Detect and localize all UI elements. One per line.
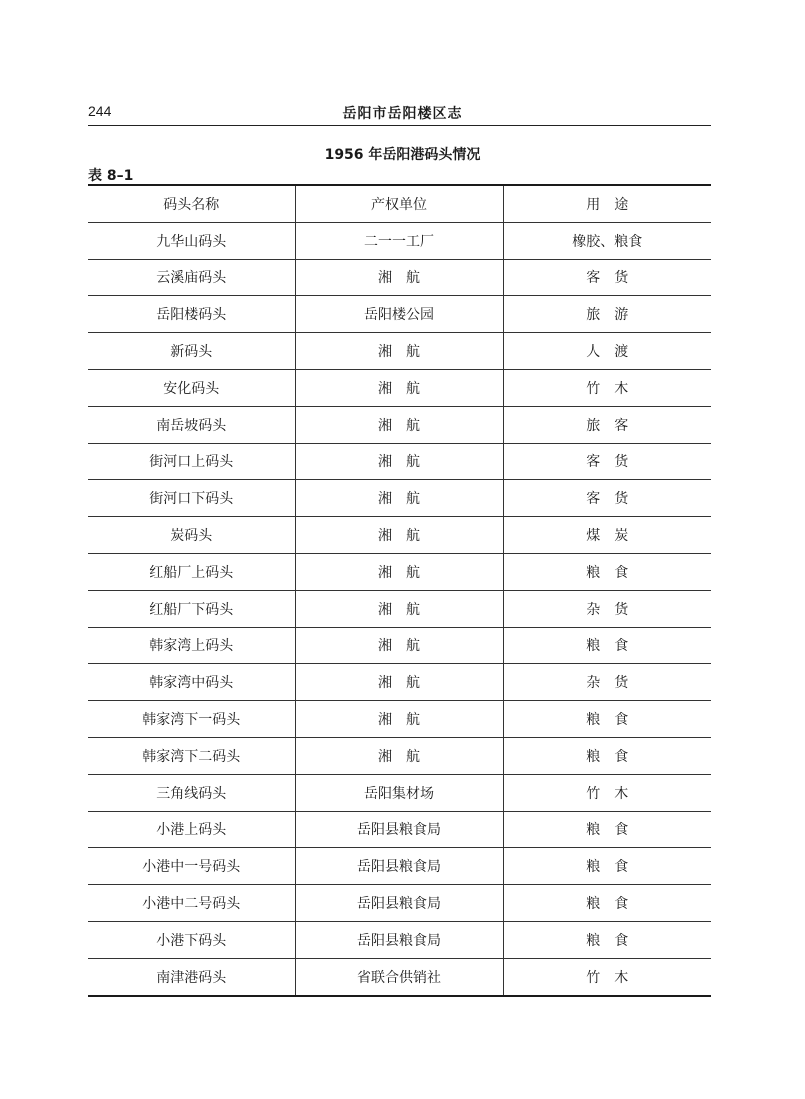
table-row	[88, 701, 711, 738]
table-row	[88, 664, 711, 701]
usage-cell: 竹 木	[503, 369, 711, 406]
table-label: 表 8–1	[88, 168, 134, 184]
usage-cell: 粮 食	[503, 921, 711, 958]
owner-cell: 岳阳集材场	[295, 774, 503, 811]
usage-cell: 粮 食	[503, 553, 711, 590]
owner-cell: 湘 航	[295, 333, 503, 370]
wharf-name-cell: 岳阳楼码头	[88, 296, 295, 333]
owner-cell: 岳阳县粮食局	[295, 811, 503, 848]
owner-cell: 湘 航	[295, 480, 503, 517]
table-row	[88, 553, 711, 590]
wharf-name-cell: 南津港码头	[88, 958, 295, 995]
wharf-name-cell: 韩家湾上码头	[88, 627, 295, 664]
wharf-name-cell: 红船厂下码头	[88, 590, 295, 627]
wharf-name-cell: 小港上码头	[88, 811, 295, 848]
wharf-name-cell: 云溪庙码头	[88, 259, 295, 296]
wharf-name-cell: 新码头	[88, 333, 295, 370]
usage-cell: 粮 食	[503, 885, 711, 922]
owner-cell: 湘 航	[295, 627, 503, 664]
owner-cell: 省联合供销社	[295, 958, 503, 995]
table-row	[88, 885, 711, 922]
table-row	[88, 921, 711, 958]
usage-cell: 杂 货	[503, 590, 711, 627]
table-row	[88, 296, 711, 333]
wharf-name-cell: 红船厂上码头	[88, 553, 295, 590]
table-row	[88, 848, 711, 885]
wharf-name-cell: 街河口下码头	[88, 480, 295, 517]
wharf-name-cell: 小港下码头	[88, 921, 295, 958]
table-title: 1956 年岳阳港码头情况	[324, 147, 481, 163]
usage-cell: 人 渡	[503, 333, 711, 370]
header-rule	[88, 125, 711, 126]
usage-cell: 煤 炭	[503, 517, 711, 554]
table-row	[88, 737, 711, 774]
wharf-name-cell: 安化码头	[88, 369, 295, 406]
table-row	[88, 480, 711, 517]
table-row	[88, 774, 711, 811]
table-row	[88, 406, 711, 443]
usage-cell: 粮 食	[503, 701, 711, 738]
usage-cell: 客 货	[503, 259, 711, 296]
owner-cell: 湘 航	[295, 590, 503, 627]
usage-cell: 粮 食	[503, 627, 711, 664]
owner-cell: 湘 航	[295, 553, 503, 590]
usage-cell: 粮 食	[503, 848, 711, 885]
header-wharf-name: 码头名称	[88, 185, 295, 222]
table-row	[88, 590, 711, 627]
usage-cell: 客 货	[503, 480, 711, 517]
usage-cell: 竹 木	[586, 969, 629, 986]
wharf-name-cell: 街河口上码头	[88, 443, 295, 480]
wharf-name-cell: 南岳坡码头	[88, 406, 295, 443]
usage-cell: 客 货	[503, 443, 711, 480]
owner-cell: 湘 航	[295, 737, 503, 774]
owner-cell: 湘 航	[295, 369, 503, 406]
wharf-name-cell: 小港中一号码头	[88, 848, 295, 885]
usage-cell: 粮 食	[503, 811, 711, 848]
table-row	[88, 517, 711, 554]
table-body	[88, 222, 711, 995]
usage-cell: 杂 货	[503, 664, 711, 701]
table-row	[88, 443, 711, 480]
owner-cell: 岳阳县粮食局	[295, 921, 503, 958]
table-row	[88, 333, 711, 370]
owner-cell: 岳阳县粮食局	[295, 848, 503, 885]
table-row	[88, 627, 711, 664]
table-row	[88, 222, 711, 259]
table-row	[88, 259, 711, 296]
header-usage: 用 途	[503, 185, 711, 222]
table-row	[88, 958, 711, 995]
wharf-name-cell: 三角线码头	[88, 774, 295, 811]
wharf-name-cell: 韩家湾中码头	[88, 664, 295, 701]
owner-cell: 湘 航	[295, 406, 503, 443]
owner-cell: 岳阳楼公园	[295, 296, 503, 333]
header-owner: 产权单位	[295, 185, 503, 222]
owner-cell: 湘 航	[295, 701, 503, 738]
usage-cell: 粮 食	[503, 737, 711, 774]
usage-cell: 旅 客	[503, 406, 711, 443]
wharf-name-cell: 九华山码头	[88, 222, 295, 259]
owner-cell: 岳阳县粮食局	[295, 885, 503, 922]
table-row	[88, 811, 711, 848]
usage-cell: 旅 游	[503, 296, 711, 333]
wharf-name-cell: 小港中二号码头	[88, 885, 295, 922]
running-head: 岳阳市岳阳楼区志	[342, 106, 463, 122]
table-row	[88, 369, 711, 406]
owner-cell: 湘 航	[295, 443, 503, 480]
wharf-name-cell: 韩家湾下二码头	[88, 737, 295, 774]
wharf-table	[88, 184, 711, 997]
usage-cell: 竹 木	[503, 774, 711, 811]
owner-cell: 湘 航	[295, 259, 503, 296]
table-header-row	[88, 185, 711, 222]
owner-cell: 湘 航	[295, 517, 503, 554]
wharf-name-cell: 韩家湾下一码头	[88, 701, 295, 738]
owner-cell: 二一一工厂	[295, 222, 503, 259]
owner-cell: 湘 航	[295, 664, 503, 701]
page-number: 244	[88, 103, 112, 119]
wharf-name-cell: 炭码头	[88, 517, 295, 554]
usage-cell: 橡胶、粮食	[503, 222, 711, 259]
